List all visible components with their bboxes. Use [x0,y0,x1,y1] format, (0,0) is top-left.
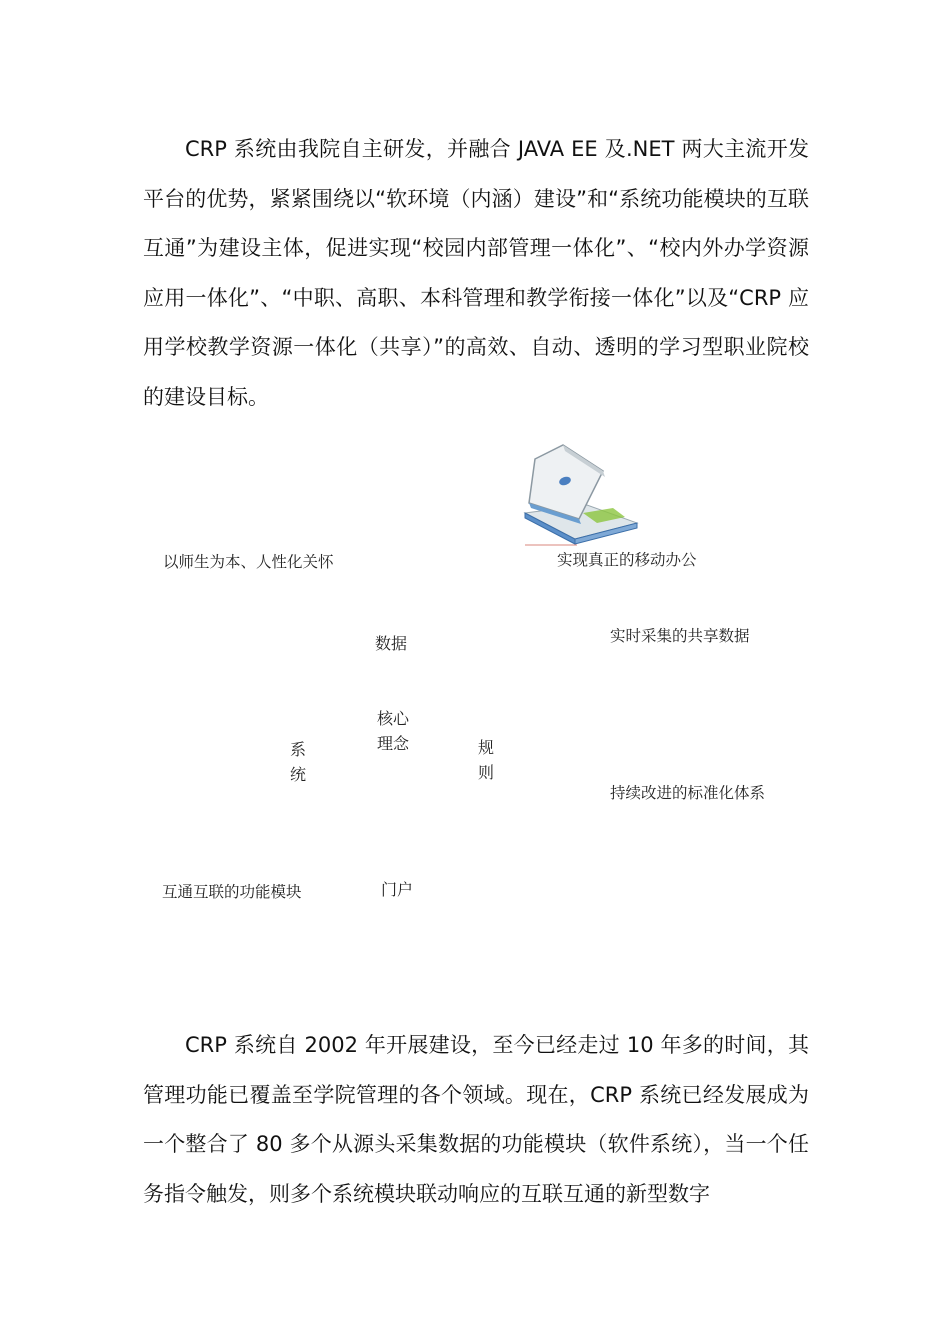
modules-label: 互通互联的功能模块 [162,883,302,901]
people-oriented-label: 以师生为本、人性化关怀 [163,553,334,571]
mobile-office-label: 实现真正的移动办公 [557,551,697,569]
system-label-line2: 统 [290,765,307,784]
data-label: 数据 [375,634,408,653]
improvement-label: 持续改进的标准化体系 [610,784,766,802]
intro-paragraph: CRP 系统由我院自主研发，并融合 JAVA EE 及.NET 两大主流开发平台的优势，紧紧围绕以“软环境（内涵）建设”和“系统功能模块的互联互通”为建设主体，促进实现“校园内部管理一体化”、“校内外办学资源应用一体化”、“中职、高职、本科管理和教学衔接一体化”以及“CRP 应用学校教学资源一体化（共享）”的高效、自动、透明的学习型职业院校的建设目标。 [143,137,809,409]
realtime-data-label: 实时采集的共享数据 [610,627,750,645]
system-label [290,737,306,787]
core-concept-label [377,706,409,756]
portal-label: 门户 [381,880,414,899]
rules-label [478,735,494,785]
history-paragraph: CRP 系统自 2002 年开展建设，至今已经走过 10 年多的时间，其管理功能已覆盖至学院管理的各个领域。现在，CRP 系统已经发展成为一个整合了 80 多个从源头采集数据的功能模块（软件系统），当一个任务指令触发，则多个系统模块联动响应的互联互通的新型数字 [143,1033,809,1206]
system-label-line1: 系 [290,740,307,759]
core-label-line1: 核心 [377,709,410,728]
laptop-icon [517,441,642,549]
core-label-line2: 理念 [377,734,410,753]
rules-label-line1: 规 [478,738,495,757]
rules-label-line2: 则 [478,763,495,782]
